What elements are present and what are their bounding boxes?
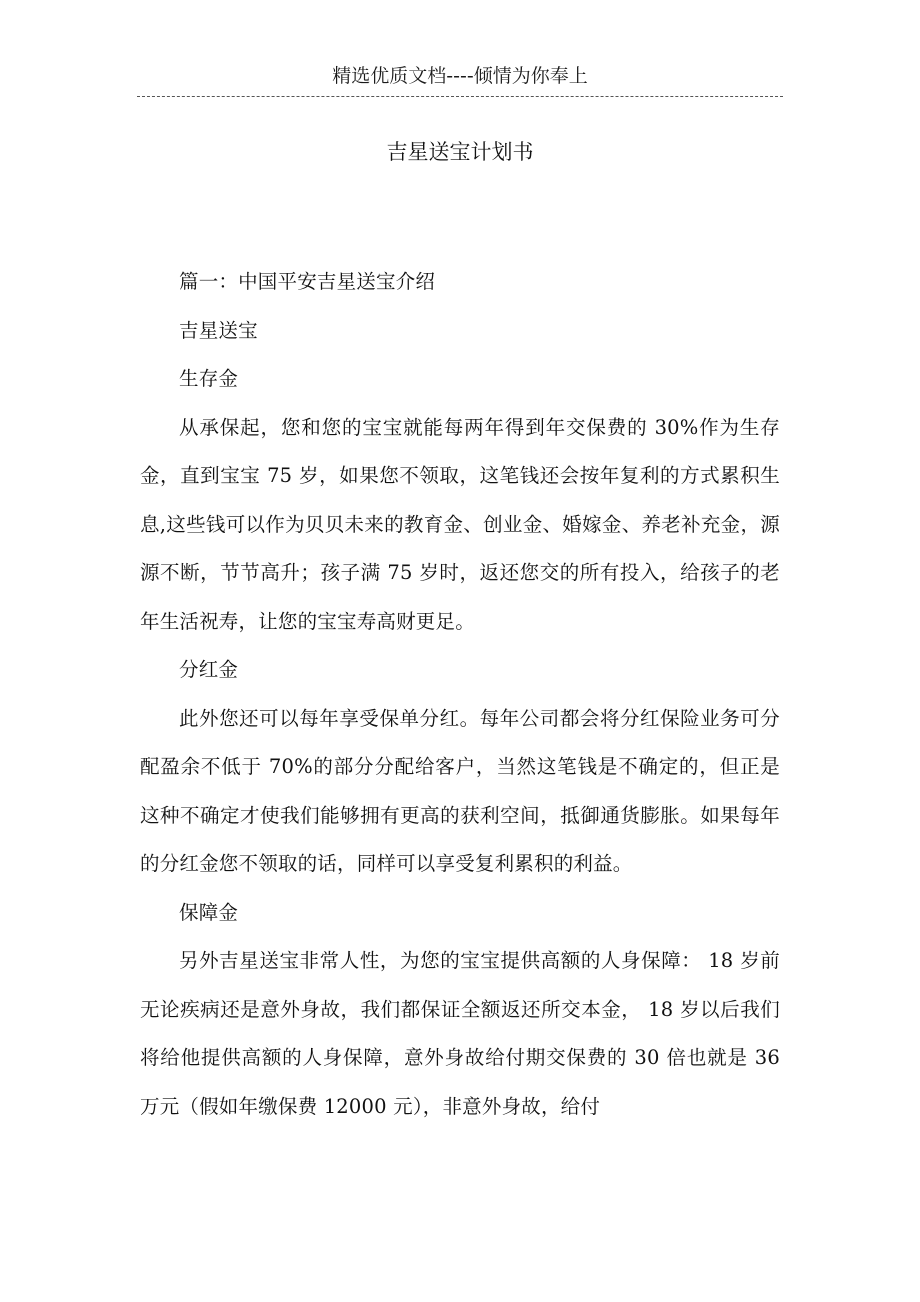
header-divider bbox=[137, 96, 783, 97]
section-heading: 分红金 bbox=[179, 658, 239, 681]
section-heading: 吉星送宝 bbox=[179, 318, 258, 342]
section-heading: 篇一：中国平安吉星送宝介绍 bbox=[179, 270, 436, 293]
section-heading: 保障金 bbox=[179, 900, 239, 924]
body-paragraph: 此外您还可以每年享受保单分红。每年公司都会将分红保险业务可分配盈余不低于 70%的部分分配给客户，当然这笔钱是不确定的，但正是这种不确定才使我们能够拥有更高的获利空间，抵御通货膨胀。如果每年的分红金您不领取的话，同样可以享受复利累积的利益。 bbox=[140, 706, 780, 875]
body-paragraph: 另外吉星送宝非常人性，为您的宝宝提供高额的人身保障： 18 岁前无论疾病还是意外身故，我们都保证全额返还所交本金， 18 岁以后我们将给他提供高额的人身保障，意外身故给付期交保费的 30 倍也就是 36 万元（假如年缴保费 12000 元），非意外身故，给付 bbox=[140, 949, 780, 1118]
page-header: 精选优质文档----倾情为你奉上 bbox=[332, 65, 588, 87]
section-heading: 生存金 bbox=[179, 367, 239, 390]
document-body bbox=[140, 258, 780, 1131]
body-paragraph: 从承保起，您和您的宝宝就能每两年得到年交保费的 30%作为生存金，直到宝宝 75 岁，如果您不领取，这笔钱还会按年复利的方式累积生息,这些钱可以作为贝贝未来的教育金、创业金、婚嫁金、养老补充金，源源不断，节节高升；孩子满 75 岁时，返还您交的所有投入，给孩子的老年生活祝寿，让您的宝宝寿高财更足。 bbox=[140, 415, 780, 633]
document-title: 吉星送宝计划书 bbox=[386, 140, 534, 164]
